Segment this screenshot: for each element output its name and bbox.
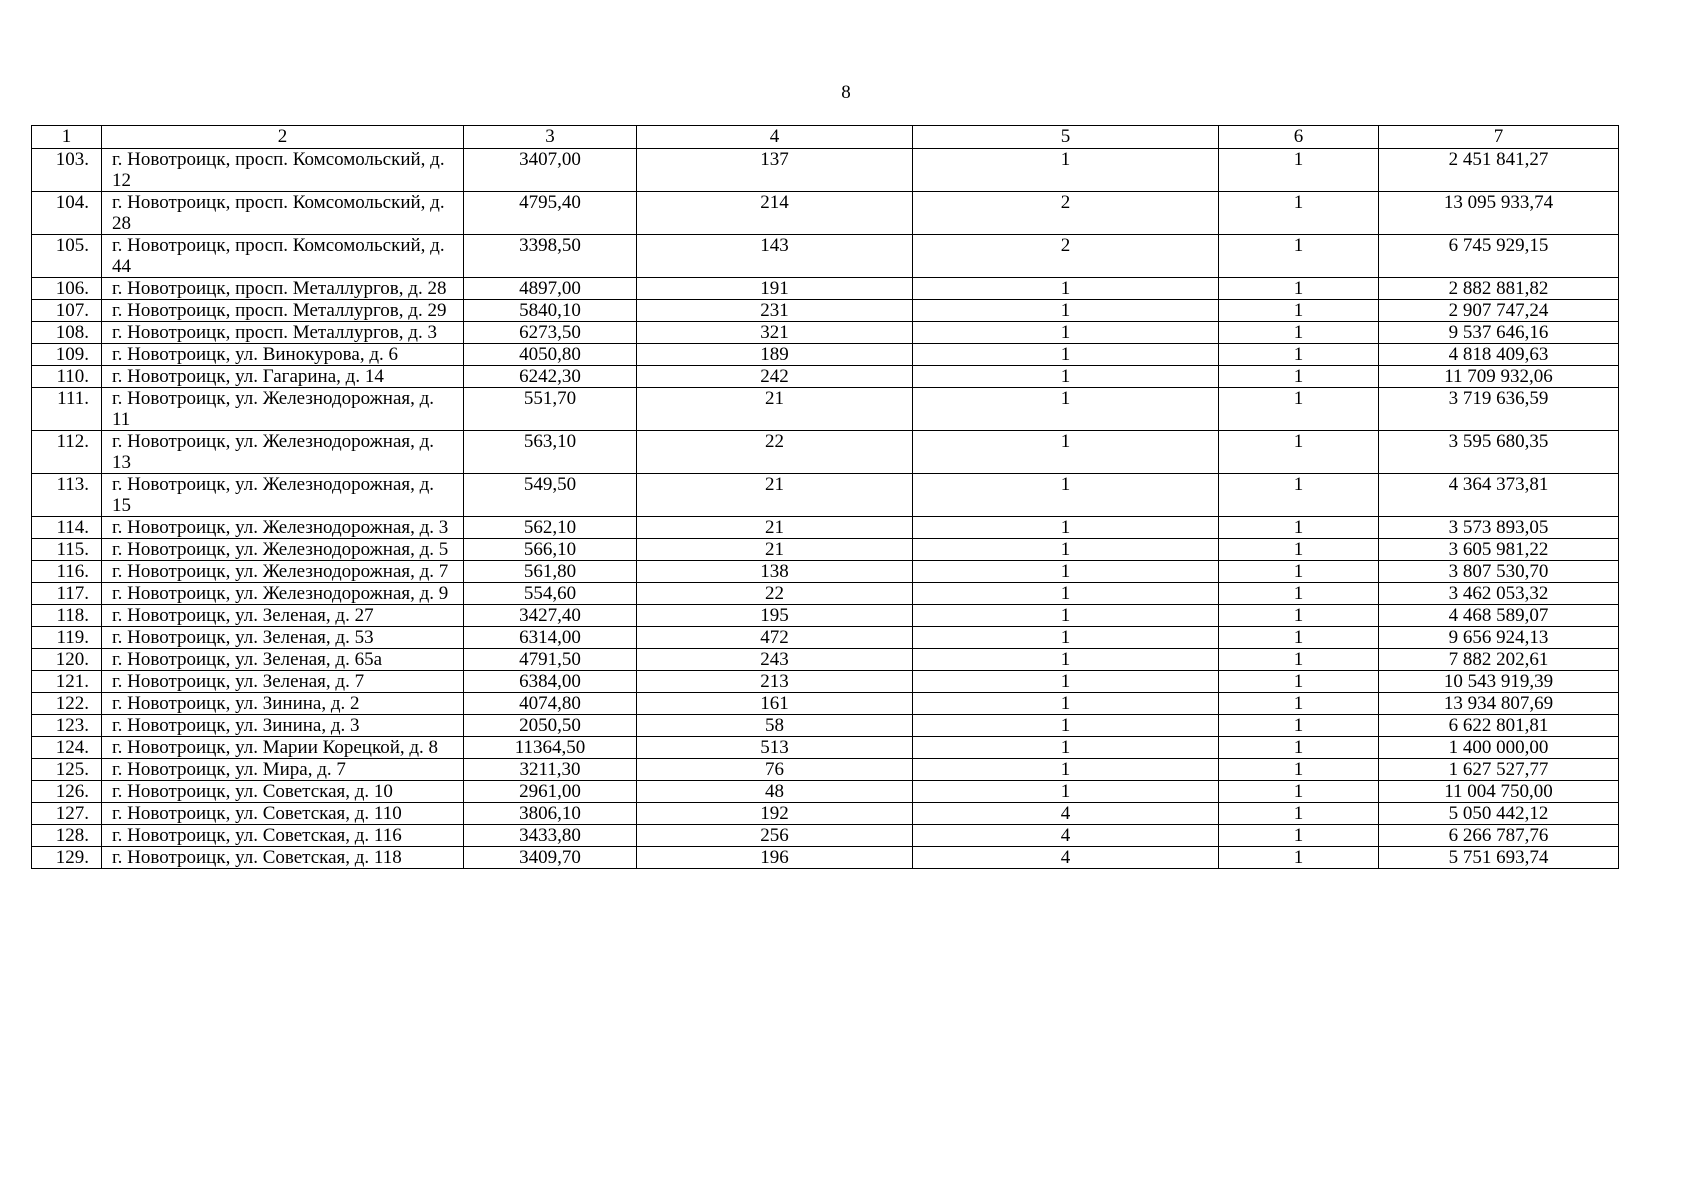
residents-cell: 472	[637, 627, 913, 649]
area-cell: 561,80	[464, 561, 637, 583]
area-cell: 4897,00	[464, 278, 637, 300]
residents-cell: 213	[637, 671, 913, 693]
residents-cell: 21	[637, 388, 913, 431]
table-row	[32, 627, 1619, 649]
column-5-cell: 1	[913, 671, 1219, 693]
residents-cell: 214	[637, 192, 913, 235]
row-number: 107.	[32, 300, 102, 322]
cost-cell: 11 004 750,00	[1379, 781, 1619, 803]
residents-cell: 21	[637, 474, 913, 517]
cost-cell: 6 266 787,76	[1379, 825, 1619, 847]
address-cell: г. Новотроицк, ул. Железнодорожная, д. 15	[102, 474, 464, 517]
column-6-cell: 1	[1219, 539, 1379, 561]
column-number: 4	[637, 126, 913, 149]
table-row	[32, 561, 1619, 583]
column-6-cell: 1	[1219, 737, 1379, 759]
column-6-cell: 1	[1219, 344, 1379, 366]
row-number: 123.	[32, 715, 102, 737]
residents-cell: 242	[637, 366, 913, 388]
column-5-cell: 4	[913, 847, 1219, 869]
address-cell: г. Новотроицк, ул. Железнодорожная, д. 9	[102, 583, 464, 605]
page-number: 8	[841, 82, 851, 103]
table-row	[32, 781, 1619, 803]
address-cell: г. Новотроицк, ул. Советская, д. 110	[102, 803, 464, 825]
address-cell: г. Новотроицк, ул. Винокурова, д. 6	[102, 344, 464, 366]
table-row	[32, 737, 1619, 759]
column-number: 2	[102, 126, 464, 149]
column-5-cell: 4	[913, 825, 1219, 847]
column-6-cell: 1	[1219, 671, 1379, 693]
residents-cell: 22	[637, 431, 913, 474]
address-cell: г. Новотроицк, ул. Зинина, д. 3	[102, 715, 464, 737]
address-cell: г. Новотроицк, ул. Железнодорожная, д. 11	[102, 388, 464, 431]
column-6-cell: 1	[1219, 322, 1379, 344]
cost-cell: 5 751 693,74	[1379, 847, 1619, 869]
table-row	[32, 825, 1619, 847]
row-number: 119.	[32, 627, 102, 649]
row-number: 129.	[32, 847, 102, 869]
column-5-cell: 1	[913, 474, 1219, 517]
address-cell: г. Новотроицк, ул. Советская, д. 116	[102, 825, 464, 847]
column-5-cell: 1	[913, 737, 1219, 759]
residents-cell: 231	[637, 300, 913, 322]
column-6-cell: 1	[1219, 627, 1379, 649]
row-number: 125.	[32, 759, 102, 781]
residents-cell: 143	[637, 235, 913, 278]
address-cell: г. Новотроицк, ул. Зеленая, д. 53	[102, 627, 464, 649]
address-cell: г. Новотроицк, ул. Железнодорожная, д. 5	[102, 539, 464, 561]
address-cell: г. Новотроицк, просп. Комсомольский, д. 44	[102, 235, 464, 278]
row-number: 113.	[32, 474, 102, 517]
residents-cell: 137	[637, 149, 913, 192]
row-number: 109.	[32, 344, 102, 366]
table-row	[32, 693, 1619, 715]
column-6-cell: 1	[1219, 759, 1379, 781]
cost-cell: 11 709 932,06	[1379, 366, 1619, 388]
residents-cell: 192	[637, 803, 913, 825]
cost-cell: 3 719 636,59	[1379, 388, 1619, 431]
cost-cell: 13 095 933,74	[1379, 192, 1619, 235]
cost-cell: 13 934 807,69	[1379, 693, 1619, 715]
column-5-cell: 1	[913, 431, 1219, 474]
column-5-cell: 1	[913, 366, 1219, 388]
cost-cell: 3 605 981,22	[1379, 539, 1619, 561]
row-number: 121.	[32, 671, 102, 693]
address-cell: г. Новотроицк, просп. Комсомольский, д. 12	[102, 149, 464, 192]
table-row	[32, 759, 1619, 781]
column-6-cell: 1	[1219, 649, 1379, 671]
row-number: 104.	[32, 192, 102, 235]
row-number: 108.	[32, 322, 102, 344]
column-6-cell: 1	[1219, 431, 1379, 474]
cost-cell: 4 818 409,63	[1379, 344, 1619, 366]
area-cell: 551,70	[464, 388, 637, 431]
column-number: 5	[913, 126, 1219, 149]
address-cell: г. Новотроицк, просп. Комсомольский, д. 28	[102, 192, 464, 235]
address-cell: г. Новотроицк, ул. Железнодорожная, д. 13	[102, 431, 464, 474]
cost-cell: 9 537 646,16	[1379, 322, 1619, 344]
table-row	[32, 583, 1619, 605]
column-5-cell: 1	[913, 388, 1219, 431]
row-number: 116.	[32, 561, 102, 583]
cost-cell: 6 622 801,81	[1379, 715, 1619, 737]
row-number: 112.	[32, 431, 102, 474]
area-cell: 4791,50	[464, 649, 637, 671]
address-cell: г. Новотроицк, ул. Советская, д. 10	[102, 781, 464, 803]
table-row	[32, 539, 1619, 561]
table-row	[32, 649, 1619, 671]
residents-cell: 161	[637, 693, 913, 715]
cost-cell: 3 595 680,35	[1379, 431, 1619, 474]
area-cell: 6314,00	[464, 627, 637, 649]
area-cell: 3409,70	[464, 847, 637, 869]
column-5-cell: 1	[913, 605, 1219, 627]
residents-cell: 256	[637, 825, 913, 847]
table-row	[32, 474, 1619, 517]
address-cell: г. Новотроицк, ул. Железнодорожная, д. 7	[102, 561, 464, 583]
table-row	[32, 344, 1619, 366]
cost-cell: 4 364 373,81	[1379, 474, 1619, 517]
address-cell: г. Новотроицк, ул. Гагарина, д. 14	[102, 366, 464, 388]
cost-cell: 3 573 893,05	[1379, 517, 1619, 539]
table-row	[32, 605, 1619, 627]
column-5-cell: 1	[913, 627, 1219, 649]
row-number: 127.	[32, 803, 102, 825]
row-number: 128.	[32, 825, 102, 847]
row-number: 124.	[32, 737, 102, 759]
row-number: 110.	[32, 366, 102, 388]
cost-cell: 1 627 527,77	[1379, 759, 1619, 781]
residents-cell: 22	[637, 583, 913, 605]
row-number: 106.	[32, 278, 102, 300]
cost-cell: 7 882 202,61	[1379, 649, 1619, 671]
column-5-cell: 1	[913, 149, 1219, 192]
registry-table	[31, 125, 1619, 869]
residents-cell: 243	[637, 649, 913, 671]
table-row	[32, 388, 1619, 431]
address-cell: г. Новотроицк, ул. Зеленая, д. 65а	[102, 649, 464, 671]
address-cell: г. Новотроицк, ул. Железнодорожная, д. 3	[102, 517, 464, 539]
column-6-cell: 1	[1219, 715, 1379, 737]
column-number: 1	[32, 126, 102, 149]
cost-cell: 6 745 929,15	[1379, 235, 1619, 278]
column-number-row	[32, 126, 1619, 149]
column-5-cell: 1	[913, 583, 1219, 605]
column-5-cell: 1	[913, 759, 1219, 781]
row-number: 115.	[32, 539, 102, 561]
area-cell: 6242,30	[464, 366, 637, 388]
row-number: 118.	[32, 605, 102, 627]
cost-cell: 9 656 924,13	[1379, 627, 1619, 649]
column-6-cell: 1	[1219, 474, 1379, 517]
column-5-cell: 1	[913, 561, 1219, 583]
row-number: 114.	[32, 517, 102, 539]
area-cell: 549,50	[464, 474, 637, 517]
row-number: 120.	[32, 649, 102, 671]
column-5-cell: 1	[913, 344, 1219, 366]
column-6-cell: 1	[1219, 235, 1379, 278]
cost-cell: 2 907 747,24	[1379, 300, 1619, 322]
cost-cell: 4 468 589,07	[1379, 605, 1619, 627]
address-cell: г. Новотроицк, ул. Советская, д. 118	[102, 847, 464, 869]
area-cell: 563,10	[464, 431, 637, 474]
column-5-cell: 4	[913, 803, 1219, 825]
column-5-cell: 1	[913, 322, 1219, 344]
area-cell: 2961,00	[464, 781, 637, 803]
column-5-cell: 2	[913, 235, 1219, 278]
cost-cell: 10 543 919,39	[1379, 671, 1619, 693]
column-6-cell: 1	[1219, 847, 1379, 869]
table-row	[32, 366, 1619, 388]
area-cell: 3407,00	[464, 149, 637, 192]
column-6-cell: 1	[1219, 605, 1379, 627]
residents-cell: 76	[637, 759, 913, 781]
residents-cell: 21	[637, 539, 913, 561]
column-number: 3	[464, 126, 637, 149]
address-cell: г. Новотроицк, просп. Металлургов, д. 3	[102, 322, 464, 344]
table-row	[32, 803, 1619, 825]
area-cell: 3433,80	[464, 825, 637, 847]
cost-cell: 2 882 881,82	[1379, 278, 1619, 300]
address-cell: г. Новотроицк, просп. Металлургов, д. 28	[102, 278, 464, 300]
area-cell: 5840,10	[464, 300, 637, 322]
column-number: 6	[1219, 126, 1379, 149]
area-cell: 11364,50	[464, 737, 637, 759]
address-cell: г. Новотроицк, ул. Марии Корецкой, д. 8	[102, 737, 464, 759]
column-6-cell: 1	[1219, 583, 1379, 605]
area-cell: 4050,80	[464, 344, 637, 366]
residents-cell: 195	[637, 605, 913, 627]
table-row	[32, 192, 1619, 235]
address-cell: г. Новотроицк, ул. Зинина, д. 2	[102, 693, 464, 715]
area-cell: 3398,50	[464, 235, 637, 278]
column-6-cell: 1	[1219, 803, 1379, 825]
table-row	[32, 322, 1619, 344]
residents-cell: 138	[637, 561, 913, 583]
address-cell: г. Новотроицк, просп. Металлургов, д. 29	[102, 300, 464, 322]
column-5-cell: 1	[913, 649, 1219, 671]
column-6-cell: 1	[1219, 825, 1379, 847]
area-cell: 554,60	[464, 583, 637, 605]
area-cell: 3806,10	[464, 803, 637, 825]
table-row	[32, 671, 1619, 693]
residents-cell: 196	[637, 847, 913, 869]
area-cell: 3427,40	[464, 605, 637, 627]
residents-cell: 48	[637, 781, 913, 803]
residents-cell: 513	[637, 737, 913, 759]
column-6-cell: 1	[1219, 192, 1379, 235]
cost-cell: 1 400 000,00	[1379, 737, 1619, 759]
column-5-cell: 1	[913, 517, 1219, 539]
address-cell: г. Новотроицк, ул. Зеленая, д. 7	[102, 671, 464, 693]
table-row	[32, 715, 1619, 737]
column-5-cell: 1	[913, 278, 1219, 300]
column-6-cell: 1	[1219, 561, 1379, 583]
cost-cell: 2 451 841,27	[1379, 149, 1619, 192]
row-number: 126.	[32, 781, 102, 803]
column-5-cell: 1	[913, 539, 1219, 561]
area-cell: 2050,50	[464, 715, 637, 737]
area-cell: 6273,50	[464, 322, 637, 344]
column-6-cell: 1	[1219, 149, 1379, 192]
residents-cell: 191	[637, 278, 913, 300]
row-number: 122.	[32, 693, 102, 715]
table-row	[32, 149, 1619, 192]
column-6-cell: 1	[1219, 388, 1379, 431]
residents-cell: 189	[637, 344, 913, 366]
column-5-cell: 1	[913, 715, 1219, 737]
column-6-cell: 1	[1219, 366, 1379, 388]
area-cell: 562,10	[464, 517, 637, 539]
cost-cell: 3 462 053,32	[1379, 583, 1619, 605]
row-number: 117.	[32, 583, 102, 605]
residents-cell: 21	[637, 517, 913, 539]
table-row	[32, 517, 1619, 539]
column-6-cell: 1	[1219, 693, 1379, 715]
residents-cell: 58	[637, 715, 913, 737]
column-6-cell: 1	[1219, 781, 1379, 803]
cost-cell: 3 807 530,70	[1379, 561, 1619, 583]
row-number: 103.	[32, 149, 102, 192]
column-number: 7	[1379, 126, 1619, 149]
area-cell: 566,10	[464, 539, 637, 561]
column-5-cell: 1	[913, 300, 1219, 322]
column-6-cell: 1	[1219, 278, 1379, 300]
residents-cell: 321	[637, 322, 913, 344]
table-row	[32, 235, 1619, 278]
table-row	[32, 300, 1619, 322]
row-number: 105.	[32, 235, 102, 278]
table-row	[32, 278, 1619, 300]
row-number: 111.	[32, 388, 102, 431]
column-5-cell: 1	[913, 693, 1219, 715]
area-cell: 3211,30	[464, 759, 637, 781]
table-row	[32, 431, 1619, 474]
address-cell: г. Новотроицк, ул. Мира, д. 7	[102, 759, 464, 781]
column-5-cell: 1	[913, 781, 1219, 803]
area-cell: 4795,40	[464, 192, 637, 235]
area-cell: 4074,80	[464, 693, 637, 715]
column-6-cell: 1	[1219, 300, 1379, 322]
column-6-cell: 1	[1219, 517, 1379, 539]
column-5-cell: 2	[913, 192, 1219, 235]
table-row	[32, 847, 1619, 869]
area-cell: 6384,00	[464, 671, 637, 693]
cost-cell: 5 050 442,12	[1379, 803, 1619, 825]
address-cell: г. Новотроицк, ул. Зеленая, д. 27	[102, 605, 464, 627]
